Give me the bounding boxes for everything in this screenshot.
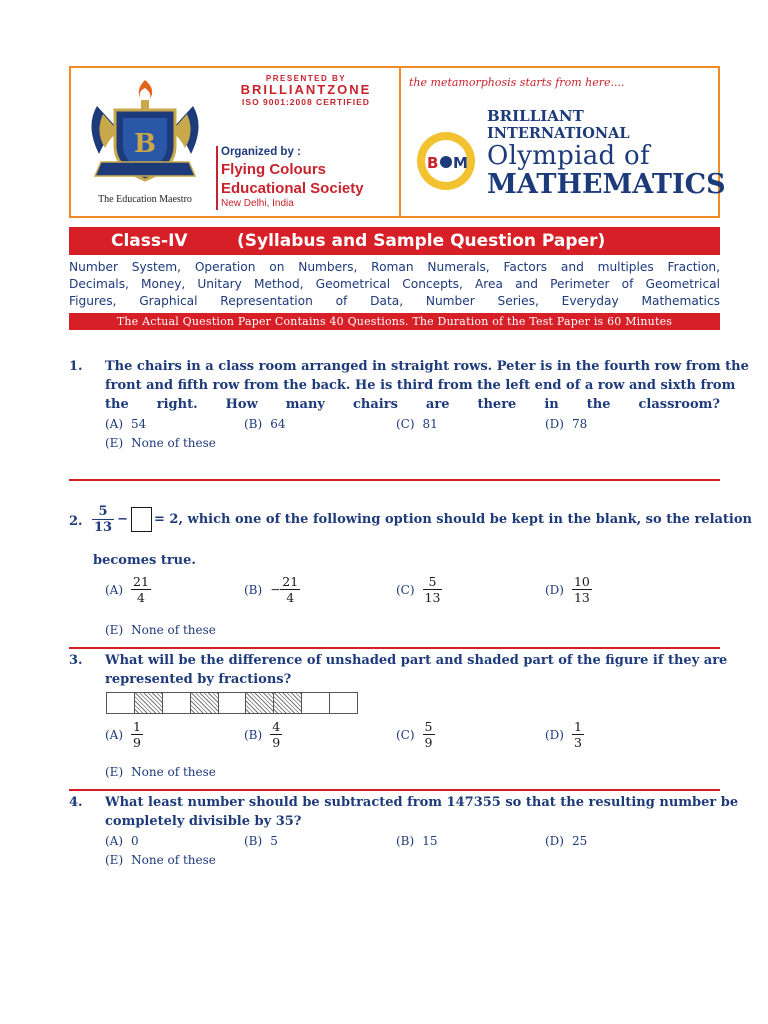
question-1-text [105,357,749,414]
q1-option-c: (C) 81 [396,417,438,431]
question-line: represented by fractions? [105,672,292,687]
banner-subtitle: (Syllabus and Sample Question Paper) [237,231,606,251]
organizer-block [221,144,399,210]
organizer-name-line2: Educational Society [221,180,364,197]
q3-option-e: (E) None of these [105,765,216,779]
strip-cell-unshaded [302,693,330,713]
q2-option-e: (E) None of these [105,623,216,637]
strip-cell-shaded [246,693,274,713]
question-separator [69,479,720,481]
organized-by-label: Organized by : [221,146,301,158]
question-text-after: = 2, which one of the following option should be kept in the blank, so the relation [154,512,752,527]
equation-fraction: $\frac{5}{13}$ [94,504,113,535]
question-3-text [105,651,728,689]
answer-blank-box [131,507,152,532]
question-4-text [105,793,739,831]
q4-option-a: (A) 0 [105,834,139,848]
syllabus-line: Figures, Graphical Representation of Data, Number Series, Everyday Mathematics [69,294,720,308]
tagline: the metamorphosis starts from here.... [409,76,625,89]
q4-option-e: (E) None of these [105,853,216,867]
strip-cell-unshaded [330,693,357,713]
bom-olympiad-logo-icon [405,128,487,194]
strip-cell-shaded [135,693,163,713]
strip-cell-unshaded [107,693,135,713]
svg-text:B: B [427,154,439,172]
syllabus-line: Decimals, Money, Unitary Method, Geometrical Concepts, Area and Perimeter of Geometrical [69,277,720,291]
q2-option-b: (B) − $\frac{21}{4}$ [244,574,299,605]
question-2-line2: becomes true. [93,553,196,568]
question-2-text [92,504,752,535]
q3-option-c: (C) $\frac{5}{9}$ [396,719,433,750]
q4-option-b: (B) 5 [244,834,278,848]
svg-text:B: B [134,129,156,159]
brilliant-crest-logo [77,76,213,206]
strip-cell-unshaded [163,693,191,713]
question-line: What least number should be subtracted from 147355 so that the resulting number be [105,795,739,810]
presented-by-label: PRESENTED BY [265,74,347,83]
syllabus-line: Number System, Operation on Numbers, Roman Numerals, Factors and multiples Fraction, [69,260,720,274]
q4-option-d: (D) 25 [545,834,588,848]
question-number: 2. [69,514,83,529]
olympiad-title-line1: BRILLIANT [487,107,584,125]
question-line: completely divisible by 35? [105,814,302,829]
strip-cell-unshaded [219,693,247,713]
q1-option-b: (B) 64 [244,417,286,431]
organizer-name-line1: Flying Colours [221,161,326,178]
brand-name: BRILLIANTZONE [240,82,372,97]
q1-option-e: (E) None of these [105,436,216,450]
fraction-strip-figure [106,692,358,714]
question-line: What will be the difference of unshaded part and shaded part of the figure if they are [105,653,728,668]
class-banner [69,227,720,255]
question-number: 1. [69,359,83,374]
crest-motto: The Education Maestro [98,194,192,205]
question-line: The chairs in a class room arranged in straight rows. Peter is in the fourth row from the [105,359,749,374]
q3-option-d: (D) $\frac{1}{3}$ [545,719,582,750]
crest-emblem-icon [77,76,213,192]
header-divider [399,68,401,216]
q1-option-a: (A) 54 [105,417,147,431]
org-accent-bar [216,146,218,210]
iso-certification: ISO 9001:2008 CERTIFIED [242,97,370,107]
olympiad-title-line3: Olympiad of [487,141,650,171]
header-box [69,66,726,218]
q3-option-a: (A) $\frac{1}{9}$ [105,719,141,750]
q3-option-b: (B) $\frac{4}{9}$ [244,719,281,750]
q2-option-d: (D) $\frac{10}{13}$ [545,574,590,605]
minus-sign: − [117,512,128,527]
question-number: 4. [69,795,83,810]
organizer-city: New Delhi, India [221,198,294,209]
question-line: front and fifth row from the back. He is third from the left end of a row and sixth from [105,378,736,393]
question-number: 3. [69,653,83,668]
olympiad-title [487,107,726,200]
question-separator [69,647,720,649]
q2-option-c: (C) $\frac{5}{13}$ [396,574,441,605]
strip-cell-shaded [191,693,219,713]
strip-cell-shaded [274,693,302,713]
question-line: the right. How many chairs are there in the classroom? [105,397,720,412]
q2-option-a: (A) $\frac{21}{4}$ [105,574,149,605]
question-separator [69,789,720,791]
exam-notice: The Actual Question Paper Contains 40 Questions. The Duration of the Test Paper is 60 Minutes [69,313,720,330]
q4-option-c: (B) 15 [396,834,438,848]
olympiad-title-line2: INTERNATIONAL [487,125,630,142]
syllabus-topics [69,259,720,310]
q1-option-d: (D) 78 [545,417,588,431]
class-label: Class-IV [111,231,188,251]
olympiad-title-line4: MATHEMATICS [487,169,726,200]
presenter-block [225,74,387,107]
svg-text:M: M [453,154,468,172]
